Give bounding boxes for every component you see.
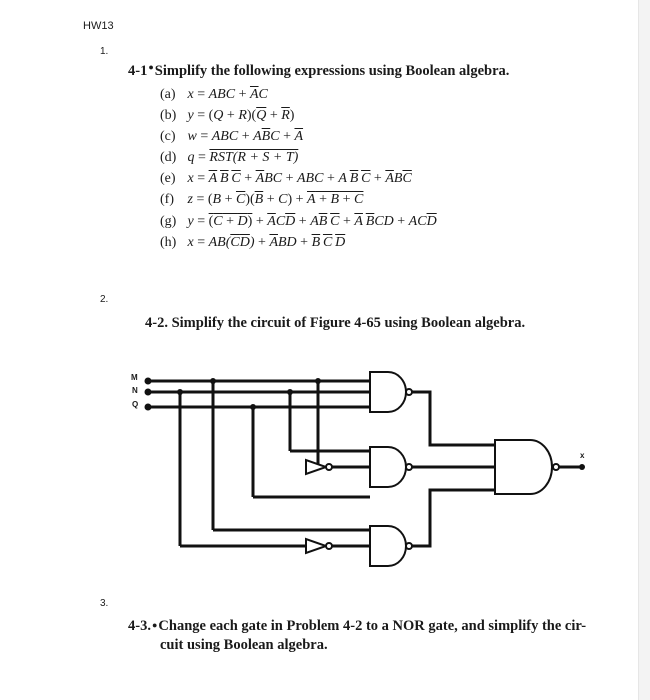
item-label: (c) — [160, 129, 176, 145]
item-label: (f) — [160, 192, 174, 208]
problem-1-id: 4-1 — [128, 63, 148, 79]
nand-gate-icon — [370, 372, 559, 566]
input-label-m: M — [131, 373, 138, 382]
problem-3-text-cont: cuit using Boolean algebra. — [160, 637, 328, 653]
problem-3-title — [128, 617, 608, 655]
item-label: (g) — [160, 213, 177, 229]
input-label-q: Q — [132, 400, 139, 409]
problem-3-number: 3. — [100, 598, 109, 609]
item-label: (e) — [160, 171, 176, 187]
problem-2-id: 4-2. — [145, 315, 168, 331]
problem-3-id: 4-3. — [128, 618, 151, 634]
expression-a: (a) x = ABC + $\overline{A}C$ — [160, 84, 437, 105]
input-label-n: N — [132, 386, 138, 395]
expression-g: (g) $y = (C + D) + \overline{A}C\overline{D} + A\overline{B}$ $\overline{C} + \overline{A}$ $\overline{B}CD + AC\overline{D}$ — [160, 211, 437, 232]
item-label: (a) — [160, 87, 176, 102]
scrollbar-edge[interactable] — [638, 0, 650, 700]
page-title: HW13 — [83, 20, 114, 32]
inverter-icon — [306, 460, 332, 553]
problem-2-number: 2. — [100, 294, 109, 305]
expression-f: (f) $z = (B + \overline{C})(\overline{B} + C) + A + B + C$ — [160, 189, 437, 210]
expression-c: (c) w = ABC + $A\overline{B}C + \overline{A}$ — [160, 126, 437, 147]
dot-icon: ● — [151, 620, 158, 630]
item-label: (d) — [160, 150, 177, 166]
expression-h: (h) $x = AB(CD) + \overline{A}BD + \overline{B}$ $\overline{C}$ $\overline{D}$ — [160, 232, 437, 253]
output-label-x: x — [580, 451, 585, 460]
expression-d: (d) q = RST(R + S + T) — [160, 147, 437, 168]
expression-b: (b) $y = (Q + R)(\overline{Q} + \overline{R})$ — [160, 105, 437, 126]
item-label: (h) — [160, 234, 177, 250]
problem-2-text: Simplify the circuit of Figure 4-65 using Boolean algebra. — [171, 315, 526, 331]
problem-1-number: 1. — [100, 46, 109, 57]
expression-e: (e) $x = \overline{A}$ $\overline{B}$ $\overline{C} + \overline{A}BC$ + ABC + A $\overline{B}$ $\overline{C} + \overline{A}B\overline{C}$ — [160, 168, 437, 189]
dot-icon: ● — [148, 62, 154, 72]
problem-1-text: Simplify the following expressions using Boolean algebra. — [154, 63, 510, 79]
problem-3-text: Change each gate in Problem 4-2 to a NOR gate, and simplify the cir- — [158, 618, 587, 634]
item-label: (b) — [160, 108, 177, 124]
